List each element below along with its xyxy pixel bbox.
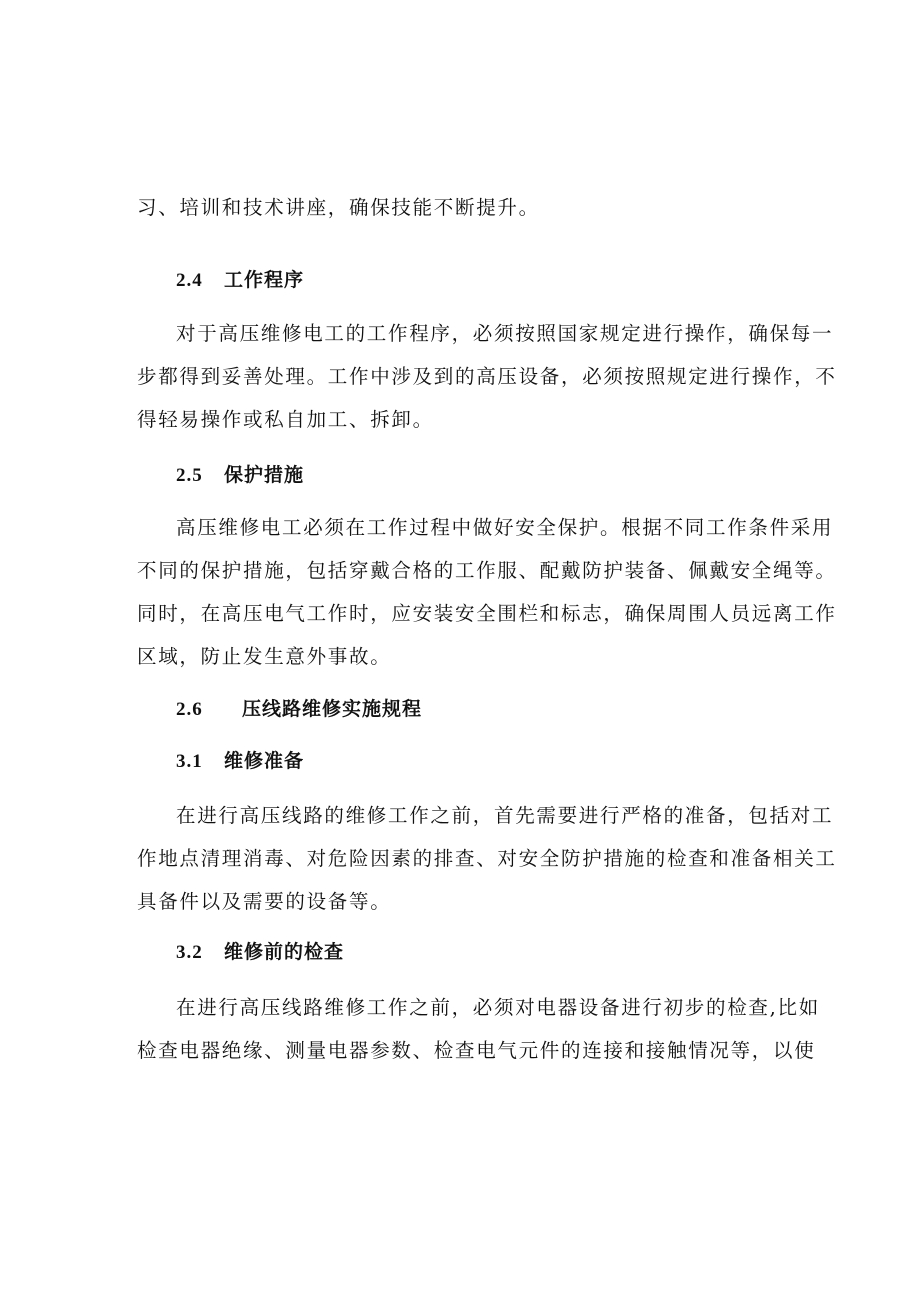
section-heading-3-1 — [176, 748, 304, 775]
section-title: 维修准备 — [224, 750, 305, 772]
section-number: 3.1 — [176, 751, 203, 772]
paragraph-line: 步都得到妥善处理。工作中涉及到的高压设备，必须按照规定进行操作，不 — [137, 365, 837, 388]
section-title: 维修前的检查 — [224, 941, 345, 963]
section-title: 保护措施 — [224, 464, 305, 486]
paragraph-line: 对于高压维修电工的工作程序，必须按照国家规定进行操作，确保每一 — [176, 322, 834, 345]
paragraph-line: 检查电器绝缘、测量电器参数、检查电气元件的连接和接触情况等，以使 — [137, 1039, 816, 1062]
paragraph-line: 习、培训和技术讲座，确保技能不断提升。 — [137, 196, 540, 219]
section-title: 工作程序 — [224, 269, 305, 291]
paragraph-line: 同时，在高压电气工作时，应安装安全围栏和标志，确保周围人员远离工作 — [137, 602, 837, 625]
section-number: 2.5 — [176, 465, 203, 486]
section-title: 压线路维修实施规程 — [242, 698, 423, 720]
paragraph-line: 在进行高压线路维修工作之前，必须对电器设备进行初步的检查,比如 — [176, 996, 820, 1019]
section-heading-2-5 — [176, 462, 304, 489]
paragraph-line: 在进行高压线路的维修工作之前，首先需要进行严格的准备，包括对工 — [176, 804, 834, 827]
section-heading-2-4 — [176, 267, 304, 294]
paragraph-line: 不同的保护措施，包括穿戴合格的工作服、配戴防护装备、佩戴安全绳等。 — [137, 559, 837, 582]
paragraph-line: 得轻易操作或私自加工、拆卸。 — [137, 408, 434, 431]
section-heading-2-6 — [176, 696, 422, 723]
section-number: 2.4 — [176, 270, 203, 291]
paragraph-line: 高压维修电工必须在工作过程中做好安全保护。根据不同工作条件采用 — [176, 516, 834, 539]
section-number: 3.2 — [176, 942, 203, 963]
paragraph-line: 区域，防止发生意外事故。 — [137, 645, 392, 668]
paragraph-line: 作地点清理消毒、对危险因素的排查、对安全防护措施的检查和准备相关工 — [137, 847, 837, 870]
paragraph-line: 具备件以及需要的设备等。 — [137, 890, 392, 913]
section-number: 2.6 — [176, 699, 203, 720]
section-heading-3-2 — [176, 939, 344, 966]
